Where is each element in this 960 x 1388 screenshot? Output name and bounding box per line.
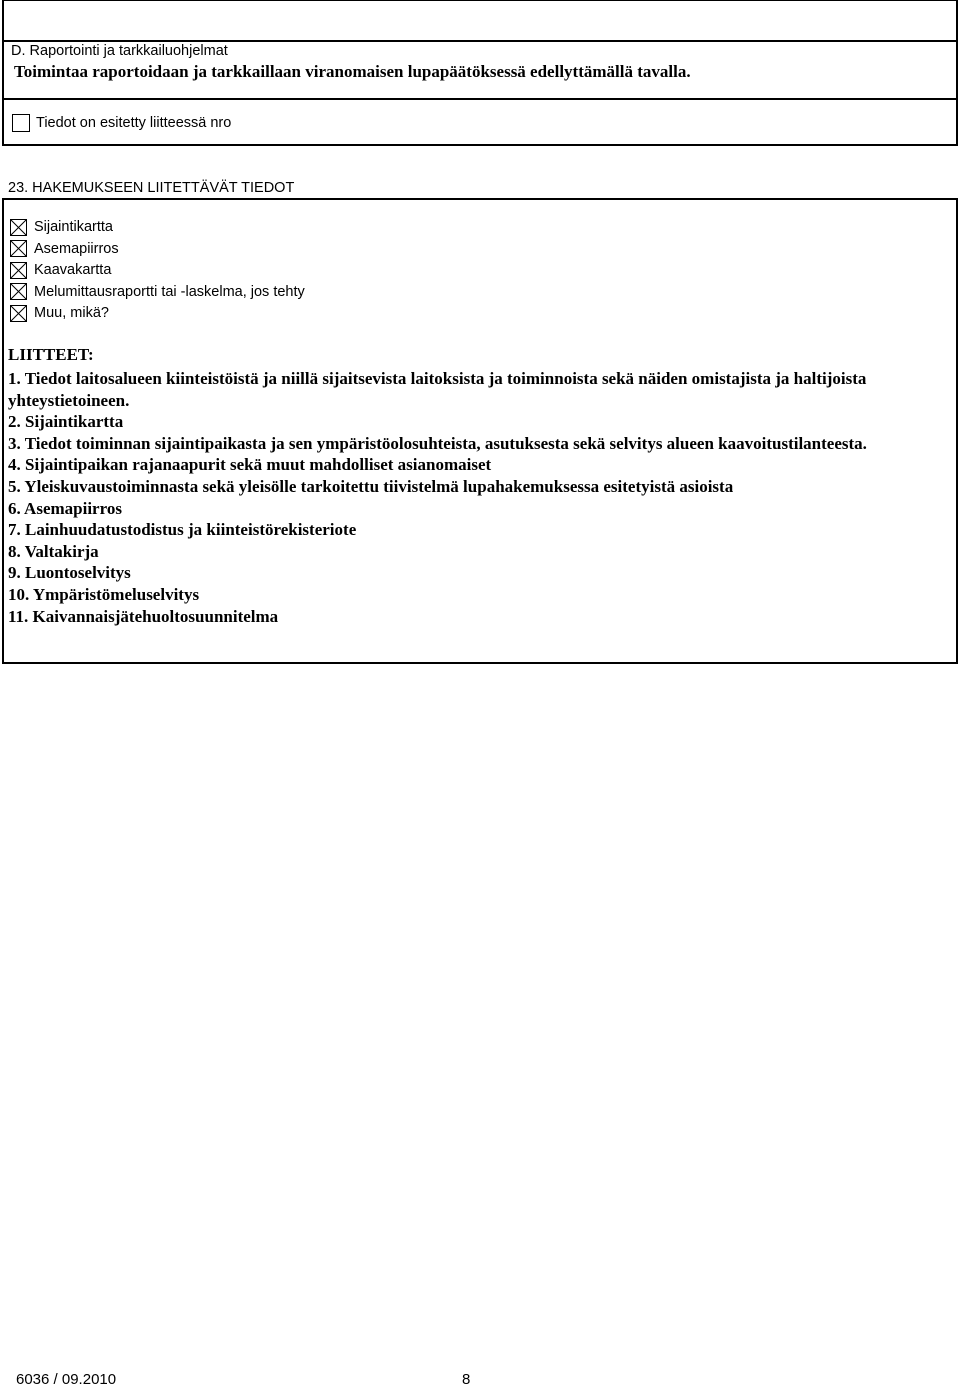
footer-form-code: 6036 / 09.2010 — [16, 1371, 117, 1388]
section-d-heading: D. Raportointi ja tarkkailuohjelmat — [11, 43, 228, 59]
checkbox-sijaintikartta[interactable] — [10, 219, 27, 236]
checked-x-icon — [11, 220, 26, 235]
liitteet-item: 9. Luontoselvitys — [8, 563, 131, 583]
checked-x-icon — [11, 241, 26, 256]
liitteet-item: 1. Tiedot laitosalueen kiinteistöistä ja niillä sijaitsevista laitoksista ja toiminnoista sekä näiden omistajista ja haltijoista yhteystietoineen. — [8, 369, 867, 410]
attachment-reference-box — [2, 98, 958, 146]
liitteet-item: 2. Sijaintikartta — [8, 412, 124, 432]
liitteet-item: 3. Tiedot toiminnan sijaintipaikasta ja sen ympäristöolosuhteista, asutuksesta sekä selvitys alueen kaavoitustilanteesta. — [8, 433, 867, 453]
liitteet-item: 5. Yleiskuvaustoiminnasta sekä yleisölle tarkoitettu tiivistelmä lupahakemuksessa esitetyistä asioista — [8, 476, 734, 496]
attachment-reference-label: Tiedot on esitetty liitteessä nro — [36, 115, 232, 131]
checkbox-label-asemapiirros: Asemapiirros — [34, 241, 119, 257]
checkbox-label-sijaintikartta: Sijaintikartta — [34, 219, 113, 235]
section-d-text: Toimintaa raportoidaan ja tarkkaillaan viranomaisen lupapäätöksessä edellyttämällä tavalla. — [14, 62, 691, 81]
liitteet-item: 8. Valtakirja — [8, 541, 99, 561]
liitteet-item: 6. Asemapiirros — [8, 498, 122, 518]
liitteet-item: 7. Lainhuudatustodistus ja kiinteistörekisteriote — [8, 520, 357, 540]
checkbox-label-muu: Muu, mikä? — [34, 305, 109, 321]
checkbox-asemapiirros[interactable] — [10, 240, 27, 257]
attachment-reference-checkbox[interactable] — [12, 114, 30, 132]
checked-x-icon — [11, 263, 26, 278]
section-23-title: 23. HAKEMUKSEEN LIITETTÄVÄT TIEDOT — [8, 180, 295, 196]
checkbox-muu[interactable] — [10, 305, 27, 322]
checkbox-label-kaavakartta: Kaavakartta — [34, 262, 112, 278]
checked-x-icon — [11, 306, 26, 321]
checkbox-kaavakartta[interactable] — [10, 262, 27, 279]
checked-x-icon — [11, 284, 26, 299]
liitteet-item: 10. Ympäristömeluselvitys — [8, 584, 200, 604]
liitteet-list — [8, 368, 948, 627]
liitteet-item: 4. Sijaintipaikan rajanaapurit sekä muut mahdolliset asianomaiset — [8, 455, 492, 475]
section-d-box — [2, 40, 958, 100]
checkbox-melumittausraportti[interactable] — [10, 283, 27, 300]
footer-page-number: 8 — [462, 1371, 471, 1388]
top-form-cell — [2, 0, 958, 42]
liitteet-heading: LIITTEET: — [8, 345, 94, 364]
checkbox-label-melumittausraportti: Melumittausraportti tai -laskelma, jos tehty — [34, 284, 305, 300]
liitteet-item: 11. Kaivannaisjätehuoltosuunnitelma — [8, 606, 279, 626]
